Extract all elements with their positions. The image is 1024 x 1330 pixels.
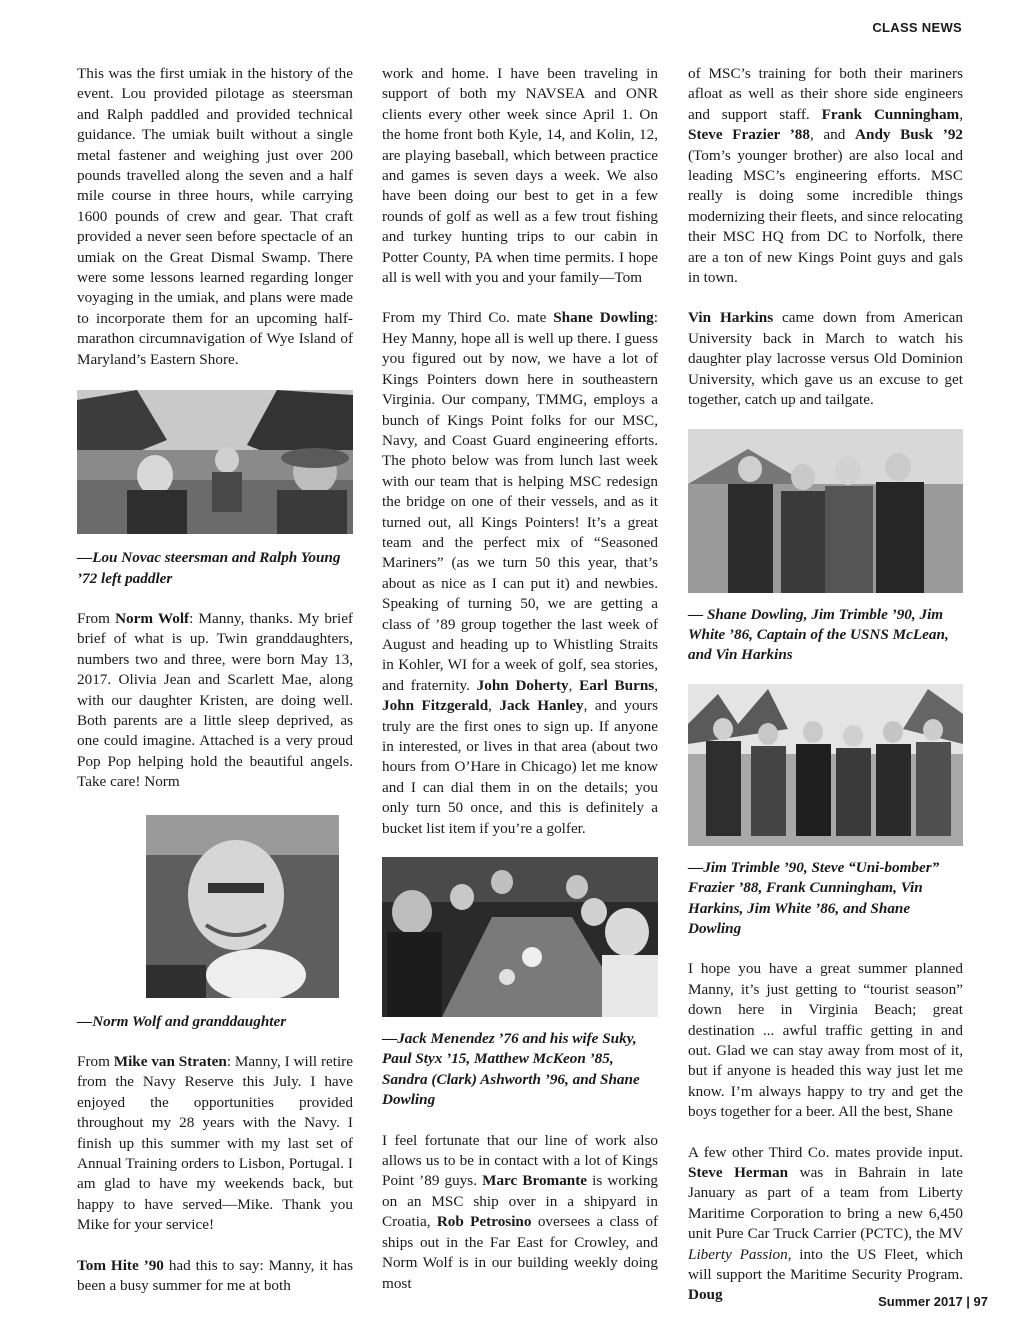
page-footer: Summer 2017 | 97 <box>878 1294 988 1309</box>
paragraph-shane-dowling: From my Third Co. mate Shane Dowling: Hey Manny, hope all is well up there. I guess you figured out by now, we have a lot of Kings Pointers down here in southeastern Virginia. Our company, TMMG, employs a bunch of Kings Point folks for our MSC, Navy, and Coast Guard engineering efforts. The photo below was from lunch last week with our team that is helping MSC redesign the bridge on one of their vessels, and as it turned out, all Kings Pointers! It’s a great team and the perfect mix of “Seasoned Mariners” (as we turn 50 this year, that’s about as nice as I can put it) and newbies. Speaking of turning 50, we are getting a class of ’89 group together the last week of August and heading up to Whistling Straits in Kohler, WI for a week of golf, sea stories, and fraternity. John Doherty, Earl Burns, John Fitzgerald, Jack Hanley, and yours truly are the first ones to sign up. If anyone in interested, or lives in that area (about two hours from O’Hare in Chicago) let me know and I can dial them in on the details; you only turn 50 once, and this is definitely a bucket list item if you’re a golfer. <box>382 309 658 837</box>
photo-norm-wolf-granddaughter <box>146 815 339 998</box>
name-steve-herman: Steve Herman <box>688 1164 789 1181</box>
photo-tailgate-group <box>688 429 963 593</box>
caption-norm-wolf: —Norm Wolf and granddaughter <box>77 1012 287 1030</box>
name-tom-hite: Tom Hite ’90 <box>77 1256 164 1274</box>
caption-lunch-team: —Jack Menendez ’76 and his wife Suky, Paul Styx ’15, Matthew McKeon ’85, Sandra (Clark) Ashworth ’96, and Shane Dowling <box>382 1030 640 1109</box>
caption-umiak: —Lou Novac steersman and Ralph Young ’72 left paddler <box>77 549 341 587</box>
name-steve-frazier: Steve Frazier ’88 <box>688 126 810 144</box>
photo-umiak-paddlers <box>77 390 353 534</box>
paragraph-third-co-mates: A few other Third Co. mates provide input. Steve Herman was in Bahrain in late January as part of a team from Liberty Maritime Corporation to bring a new 6,450 unit Pure Car Truck Carrier (PCTC), the MV Liberty Passion, into the US Fleet, which will support the Maritime Security Program. Doug <box>688 1143 963 1304</box>
name-vin-harkins: Vin Harkins <box>688 309 774 327</box>
paragraph-summer-plans: I hope you have a great summer planned Manny, it’s just getting to “tourist season” down here in Virginia Beach; great destination ... awful traffic getting in and out. Glad we can stay away from most of it, but if anyone is headed this way just let me know. I’m always happy to try and get the boys together for a beer. All the best, Shane <box>688 960 963 1121</box>
name-doug: Doug <box>688 1286 723 1304</box>
caption-group-outdoors: —Jim Trimble ’90, Steve “Uni-bomber” Frazier ’88, Frank Cunningham, Vin Harkins, Jim White ’86, and Shane Dowling <box>688 858 940 937</box>
column-3 <box>688 64 963 1306</box>
name-rob-petrosino: Rob Petrosino <box>436 1213 532 1231</box>
caption-tailgate-group: — Shane Dowling, Jim Trimble ’90, Jim White ’86, Captain of the USNS McLean, and Vin Harkins <box>688 605 949 664</box>
section-header: CLASS NEWS <box>872 20 962 35</box>
name-frank-cunningham: Frank Cunningham <box>821 105 960 123</box>
name-mike-van-straten: Mike van Straten <box>113 1052 227 1070</box>
paragraph-mike-van-straten: From Mike van Straten: Manny, I will retire from the Navy Reserve this July. I have enjoyed the opportunities provided throughout my 28 years with the Navy. I finish up this summer with my last set of Annual Training orders to Lisbon, Portugal. I am glad to have my weekends back, but happy to have served—Mike. Thank you Mike for your service! <box>77 1052 353 1234</box>
ship-name: Liberty Passion <box>688 1245 788 1263</box>
column-1 <box>77 64 353 1296</box>
name-marc-bromante: Marc Bromante <box>482 1172 588 1190</box>
name-shane-dowling: Shane Dowling <box>553 309 654 327</box>
paragraph-tom-hite: Tom Hite ’90 had this to say: Manny, it has been a busy summer for me at both <box>77 1256 354 1295</box>
name-andy-busk: Andy Busk ’92 <box>855 126 964 144</box>
photo-lunch-team <box>382 857 658 1017</box>
paragraph-kings-point-89: I feel fortunate that our line of work also allows us to be in contact with a lot of Kings Point ’89 guys. Marc Bromante is working on an MSC ship over in a shipyard in Croatia, Rob Petrosino oversees a class of ships out in the Far East for Crowley, and Norm Wolf is in our building weekly doing most <box>382 1131 658 1292</box>
paragraph-tom-hite-continued: work and home. I have been traveling in support of both my NAVSEA and ONR clients every other week since April 1. On the home front both Kyle, 14, and Kolin, 12, are playing baseball, which between practice and games is seven days a week. We also have been doing our best to get in a few rounds of golf as well as a few trout fishing and turkey hunting trips to our cabin in Potter County, PA when time permits. I hope all is well with you and your family—Tom <box>382 65 658 287</box>
paragraph-umiak: This was the first umiak in the history of the event. Lou provided pilotage as steersman and Ralph paddled and provided technical guidance. The umiak built without a single metal fastener and weighing just over 200 pounds travelled along the seven and a half mile course in three hours, while carrying 1600 pounds of crew and gear. That craft provided a never seen before spectacle of an umiak on the Great Dismal Swamp. There were some lessons learned regarding longer voyaging in the umiak, and plans were made to incorporate them for an upcoming half-marathon circumnavigation of Wye Island of Maryland’s Eastern Shore. <box>77 65 353 368</box>
paragraph-vin-harkins: Vin Harkins came down from American University back in March to watch his daughter play lacrosse versus Old Dominion University, which gave us an excuse to get together, catch up and tailgate. <box>688 309 963 409</box>
name-norm-wolf: Norm Wolf <box>115 609 190 627</box>
photo-group-outdoors <box>688 684 963 846</box>
column-2 <box>382 64 658 1294</box>
paragraph-msc-training: of MSC’s training for both their mariners afloat as well as their shore side engineers and support staff. Frank Cunningham, Steve Frazier ’88, and Andy Busk ’92 (Tom’s younger brother) are also local and leading MSC’s engineering efforts. MSC really is doing some incredible things modernizing their fleets, and since relocating their MSC HQ from DC to Norfolk, there are a ton of new Kings Point guys and gals in town. <box>688 65 964 287</box>
paragraph-norm-wolf: From Norm Wolf: Manny, thanks. My brief brief of what is up. Twin granddaughters, numbers two and three, were born May 13, 2017. Olivia Jean and Scarlett Mae, along with our daughter Kristen, are doing well. Both parents are a little sleep deprived, as one could imagine. Attached is a very proud Pop Pop helping hold the beautiful angels. Take care! Norm <box>77 609 353 791</box>
